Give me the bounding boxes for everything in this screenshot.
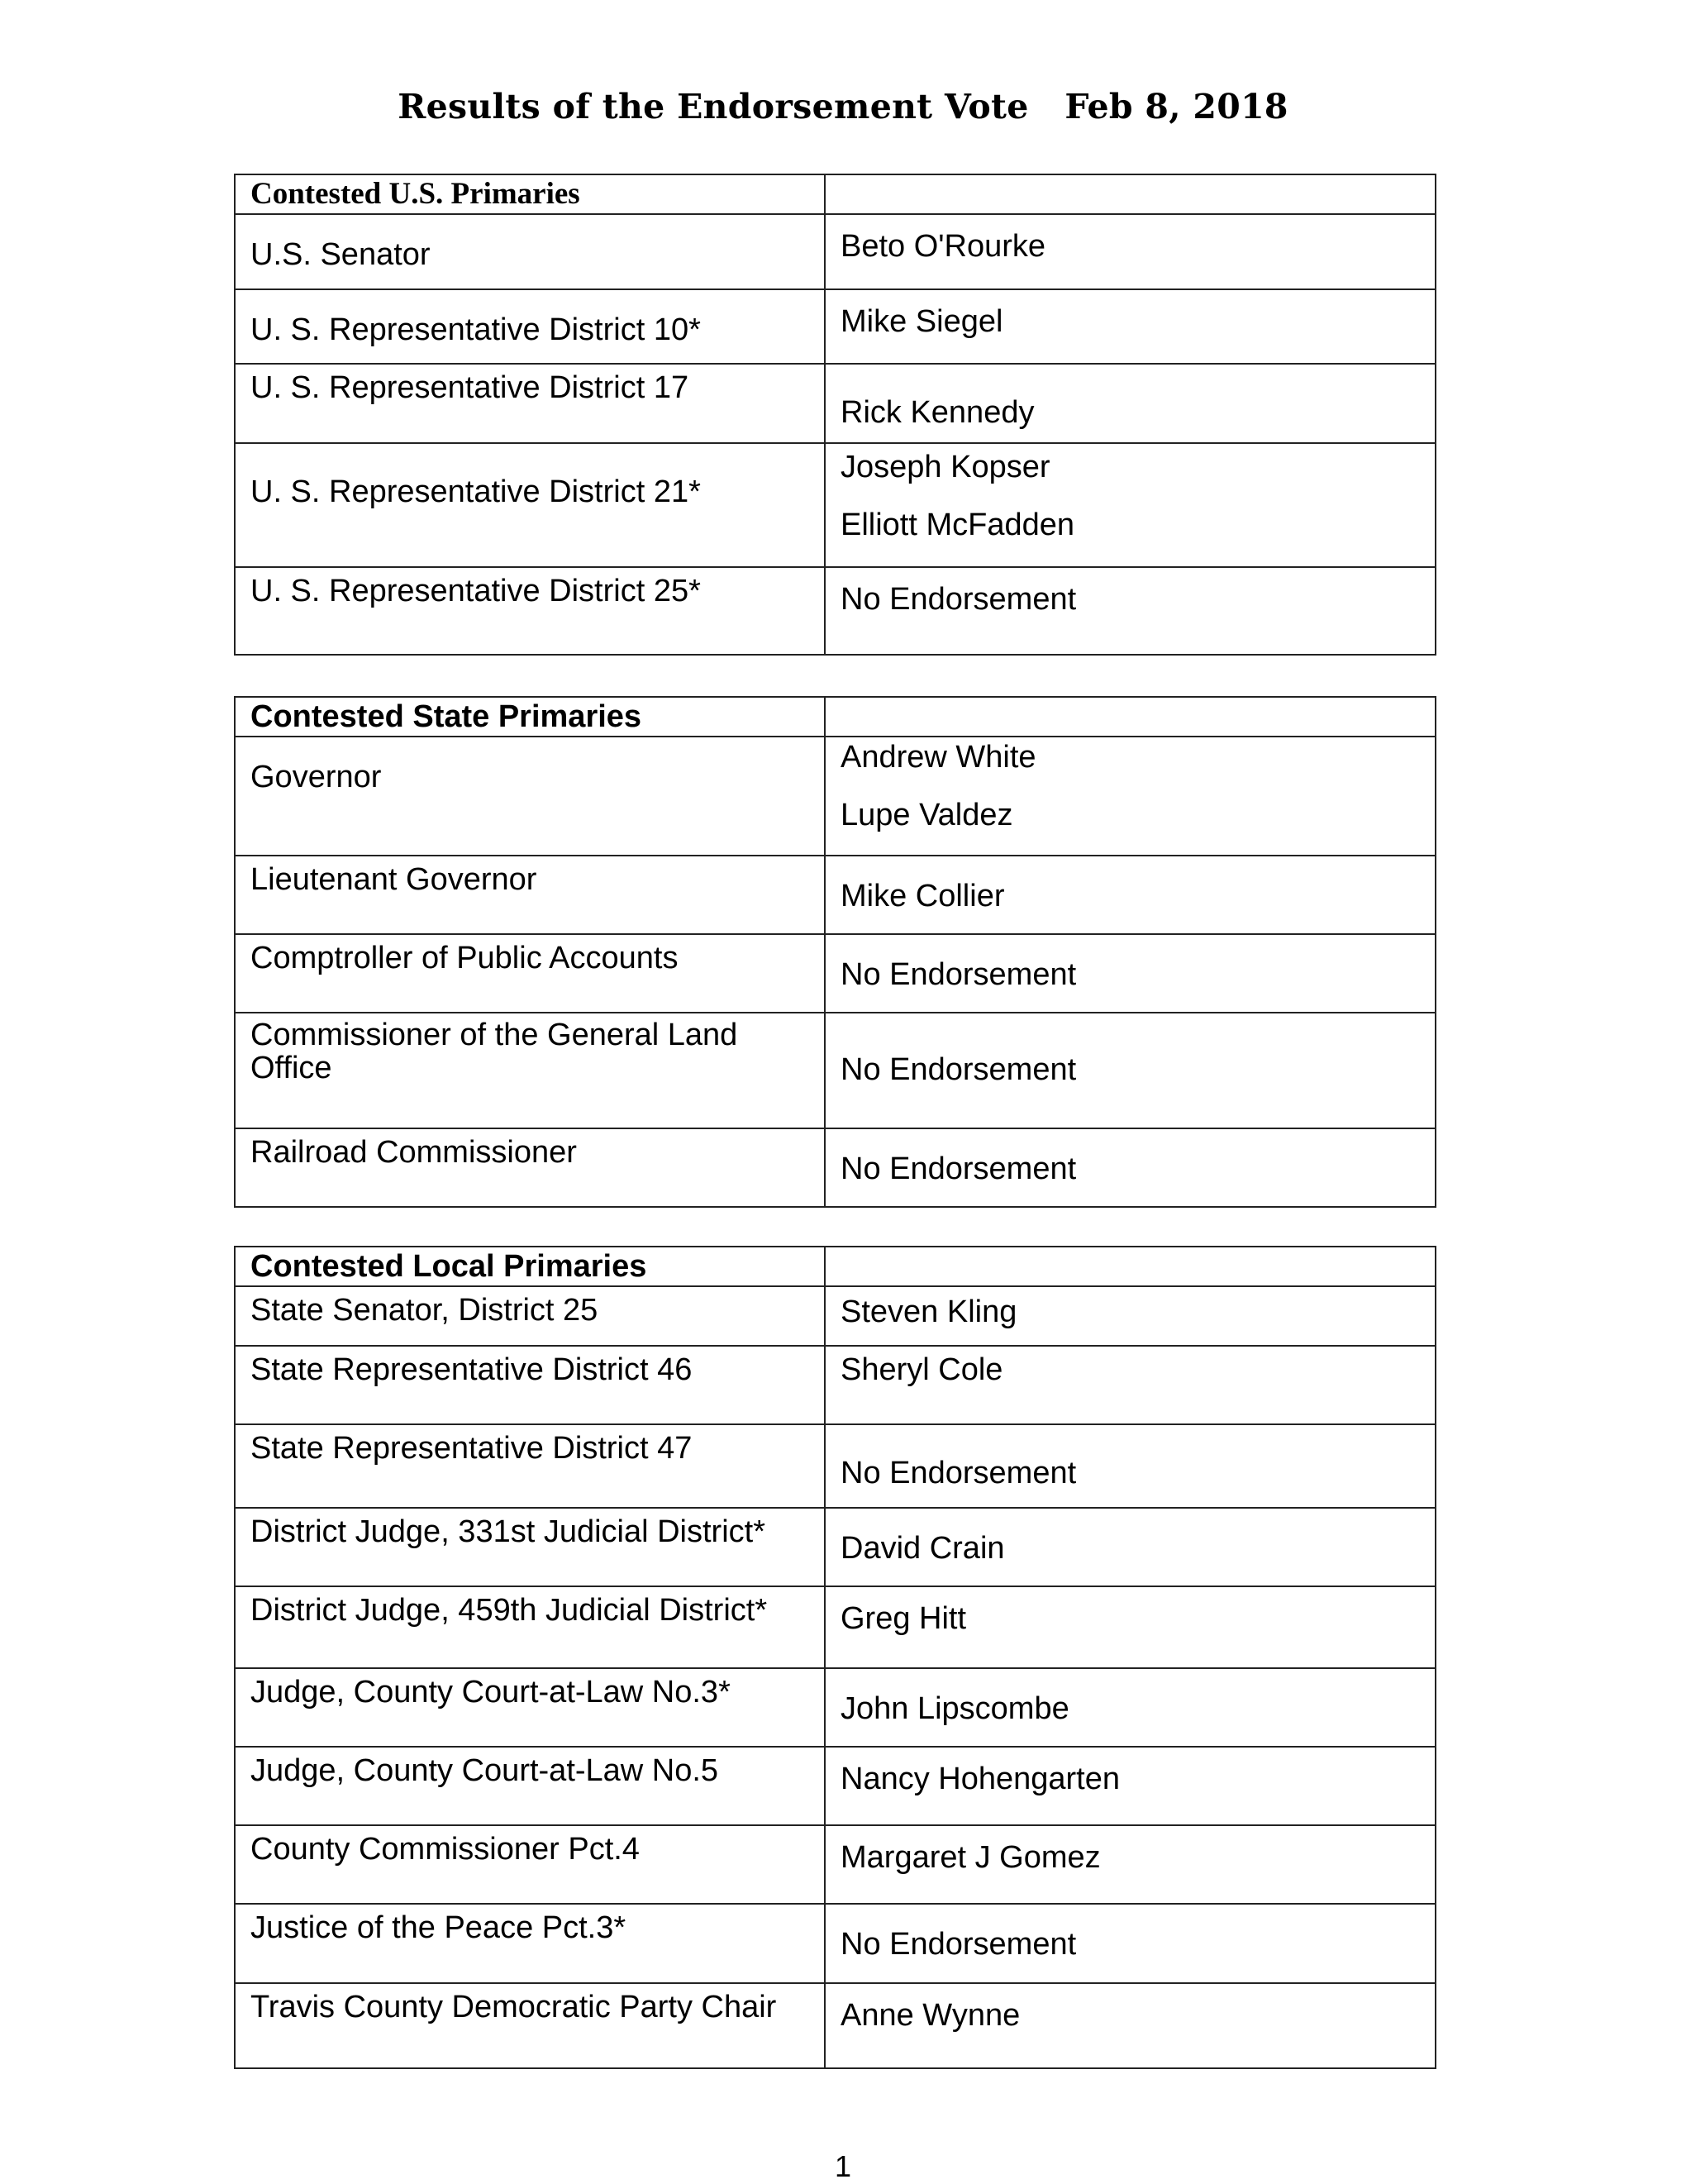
table-row: [235, 364, 1436, 443]
office-cell: District Judge, 331st Judicial District*: [235, 1508, 825, 1586]
office-cell: Governor: [235, 737, 825, 856]
table-row: [235, 1346, 1436, 1424]
office-cell: Judge, County Court-at-Law No.3*: [235, 1668, 825, 1747]
table-row: [235, 1586, 1436, 1668]
page-number: 1: [835, 2149, 852, 2183]
office-cell: U. S. Representative District 25*: [235, 567, 825, 655]
table-row: [235, 1747, 1436, 1825]
table-row: [235, 1424, 1436, 1508]
endorsement-cell: John Lipscombe: [825, 1668, 1436, 1747]
endorsement-name: Andrew White: [841, 740, 1036, 775]
endorsement-cell: Rick Kennedy: [825, 364, 1436, 443]
table-row: [235, 567, 1436, 655]
table-row: [235, 1983, 1436, 2068]
table-row: [235, 856, 1436, 934]
endorsement-cell: Margaret J Gomez: [825, 1825, 1436, 1904]
section-header: Contested Local Primaries: [235, 1247, 825, 1286]
table-row: [235, 1286, 1436, 1346]
office-cell: U. S. Representative District 21*: [235, 443, 825, 567]
table-row: [235, 934, 1436, 1013]
endorsement-cell: Steven Kling: [825, 1286, 1436, 1346]
office-cell: U.S. Senator: [235, 214, 825, 289]
endorsement-cell: Nancy Hohengarten: [825, 1747, 1436, 1825]
endorsement-cell: Mike Siegel: [825, 289, 1436, 364]
table-row: [235, 289, 1436, 364]
document-title: Results of the Endorsement Vote Feb 8, 2018: [398, 87, 1288, 126]
table-row: [235, 1013, 1436, 1128]
us-primaries-table: [234, 174, 1436, 656]
table-row: [235, 737, 1436, 856]
office-cell: Travis County Democratic Party Chair: [235, 1983, 825, 2068]
endorsement-cell: No Endorsement: [825, 1013, 1436, 1128]
table-row: [235, 1825, 1436, 1904]
office-cell: U. S. Representative District 10*: [235, 289, 825, 364]
office-cell: State Representative District 46: [235, 1346, 825, 1424]
endorsement-cell: Mike Collier: [825, 856, 1436, 934]
table-row: [235, 214, 1436, 289]
header-blank-cell: [825, 1247, 1436, 1286]
local-primaries-table: [234, 1246, 1436, 2069]
endorsement-cell: Anne Wynne: [825, 1983, 1436, 2068]
office-cell: State Representative District 47: [235, 1424, 825, 1508]
table-header-row: [235, 1247, 1436, 1286]
endorsement-cell: Greg Hitt: [825, 1586, 1436, 1668]
endorsement-name: Lupe Valdez: [841, 798, 1013, 832]
office-cell: County Commissioner Pct.4: [235, 1825, 825, 1904]
table-row: [235, 1128, 1436, 1207]
office-cell: Railroad Commissioner: [235, 1128, 825, 1207]
section-header: Contested U.S. Primaries: [235, 174, 825, 214]
office-cell: State Senator, District 25: [235, 1286, 825, 1346]
office-cell: Judge, County Court-at-Law No.5: [235, 1747, 825, 1825]
state-primaries-table: [234, 696, 1436, 1208]
office-cell: Commissioner of the General Land Office: [235, 1013, 825, 1128]
office-cell: U. S. Representative District 17: [235, 364, 825, 443]
endorsement-cell: [825, 443, 1436, 567]
office-cell: Lieutenant Governor: [235, 856, 825, 934]
endorsement-cell: David Crain: [825, 1508, 1436, 1586]
endorsement-cell: Beto O'Rourke: [825, 214, 1436, 289]
section-header: Contested State Primaries: [235, 697, 825, 737]
endorsement-cell: No Endorsement: [825, 567, 1436, 655]
table-row: [235, 443, 1436, 567]
endorsement-cell: No Endorsement: [825, 1904, 1436, 1983]
table-row: [235, 1904, 1436, 1983]
office-cell: Comptroller of Public Accounts: [235, 934, 825, 1013]
table-row: [235, 1508, 1436, 1586]
header-blank-cell: [825, 697, 1436, 737]
endorsement-cell: No Endorsement: [825, 1128, 1436, 1207]
endorsement-cell: [825, 737, 1436, 856]
endorsement-cell: Sheryl Cole: [825, 1346, 1436, 1424]
office-cell: District Judge, 459th Judicial District*: [235, 1586, 825, 1668]
endorsement-cell: No Endorsement: [825, 934, 1436, 1013]
table-header-row: [235, 697, 1436, 737]
header-blank-cell: [825, 174, 1436, 214]
table-header-row: [235, 174, 1436, 214]
office-cell: Justice of the Peace Pct.3*: [235, 1904, 825, 1983]
endorsement-cell: No Endorsement: [825, 1424, 1436, 1508]
endorsement-name: Joseph Kopser: [841, 450, 1050, 484]
table-row: [235, 1668, 1436, 1747]
endorsement-name: Elliott McFadden: [841, 508, 1075, 542]
